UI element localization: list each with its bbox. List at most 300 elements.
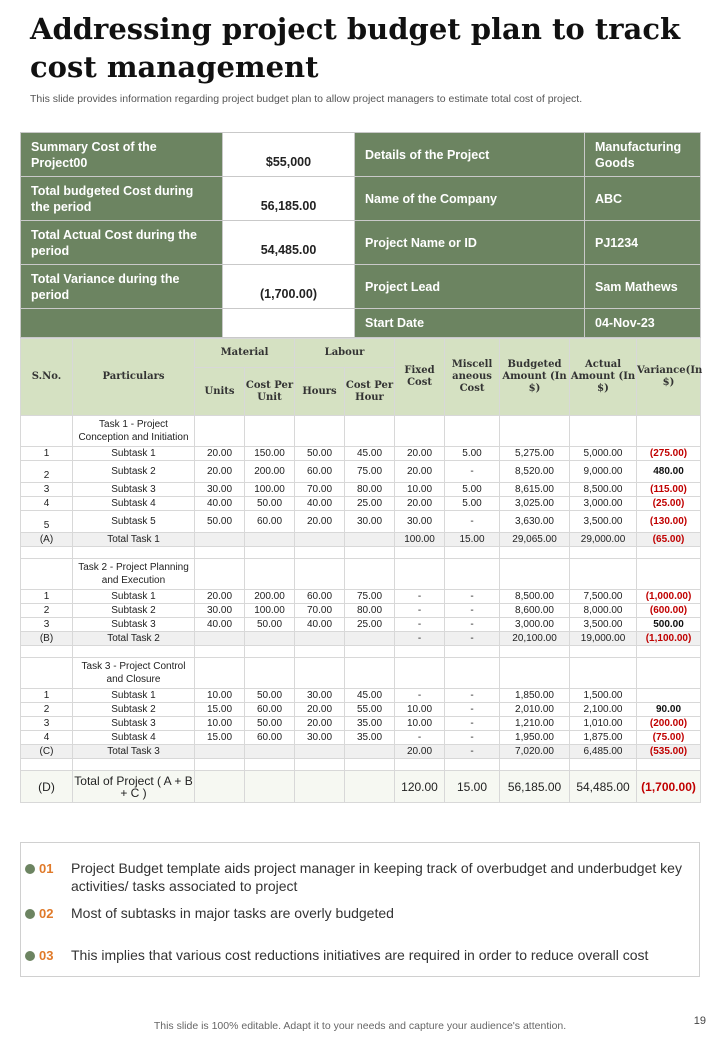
row-sno: 1 <box>21 590 73 604</box>
empty-cell <box>245 416 295 447</box>
total-label: Total Task 2 <box>73 632 195 646</box>
row-fixed-cost: - <box>395 590 445 604</box>
total-fixed-cost: 100.00 <box>395 533 445 547</box>
row-misc-cost: - <box>445 461 500 483</box>
empty-cell <box>570 559 637 590</box>
row-cost-per-hour: 80.00 <box>345 483 395 497</box>
row-units: 10.00 <box>195 717 245 731</box>
row-cost-per-unit: 50.00 <box>245 497 295 511</box>
empty-cell <box>21 416 73 447</box>
table-row <box>21 511 701 533</box>
row-cost-per-hour: 75.00 <box>345 590 395 604</box>
total-actual: 6,485.00 <box>570 745 637 759</box>
empty-cell <box>500 759 570 771</box>
empty-cell <box>445 658 500 689</box>
row-units: 10.00 <box>195 689 245 703</box>
col-header-cost-per-hour: Cost Per Hour <box>345 368 395 416</box>
empty-cell <box>345 559 395 590</box>
empty-cell <box>345 646 395 658</box>
empty-cell <box>195 745 245 759</box>
empty-cell <box>395 646 445 658</box>
row-fixed-cost: 20.00 <box>395 461 445 483</box>
empty-cell <box>500 416 570 447</box>
row-sno: 2 <box>21 461 73 483</box>
empty-cell <box>637 759 701 771</box>
total-misc-cost: 15.00 <box>445 533 500 547</box>
table-row <box>21 618 701 632</box>
col-header-variance: Variance(In $) <box>637 339 701 416</box>
page-subtitle: This slide provides information regarding project budget plan to allow project managers to estimate total cost of project. <box>30 93 583 105</box>
row-variance: 90.00 <box>637 703 701 717</box>
summary-block <box>20 132 700 338</box>
empty-cell <box>245 745 295 759</box>
row-hours: 20.00 <box>295 703 345 717</box>
empty-cell <box>570 759 637 771</box>
table-row <box>21 731 701 745</box>
row-fixed-cost: 10.00 <box>395 717 445 731</box>
empty-cell <box>570 547 637 559</box>
summary-value <box>223 309 355 338</box>
row-cost-per-hour: 55.00 <box>345 703 395 717</box>
total-sno: (C) <box>21 745 73 759</box>
row-cost-per-unit: 50.00 <box>245 618 295 632</box>
row-cost-per-hour: 80.00 <box>345 604 395 618</box>
total-budgeted: 7,020.00 <box>500 745 570 759</box>
row-cost-per-hour: 30.00 <box>345 511 395 533</box>
total-label: Total Task 3 <box>73 745 195 759</box>
bullet-dot-icon <box>25 909 35 919</box>
row-cost-per-hour: 75.00 <box>345 461 395 483</box>
row-cost-per-hour: 45.00 <box>345 689 395 703</box>
row-sno: 2 <box>21 604 73 618</box>
empty-cell <box>637 559 701 590</box>
row-particulars: Subtask 2 <box>73 703 195 717</box>
task-title-row <box>21 559 701 590</box>
note-number: 03 <box>39 948 54 963</box>
col-header-particulars: Particulars <box>73 339 195 416</box>
empty-cell <box>570 416 637 447</box>
row-variance: (1,000.00) <box>637 590 701 604</box>
detail-value: 04-Nov-23 <box>585 309 701 338</box>
spacer-row <box>21 759 701 771</box>
detail-label: Details of the Project <box>355 133 585 177</box>
row-variance: (200.00) <box>637 717 701 731</box>
note-text: This implies that various cost reductions initiatives are required in order to reduce overall cost <box>71 947 649 963</box>
row-budgeted: 8,500.00 <box>500 590 570 604</box>
empty-cell <box>245 759 295 771</box>
row-hours: 60.00 <box>295 461 345 483</box>
empty-cell <box>637 416 701 447</box>
row-hours: 70.00 <box>295 483 345 497</box>
row-misc-cost: - <box>445 689 500 703</box>
row-budgeted: 8,520.00 <box>500 461 570 483</box>
empty-cell <box>445 547 500 559</box>
row-actual: 7,500.00 <box>570 590 637 604</box>
row-budgeted: 3,025.00 <box>500 497 570 511</box>
detail-value: ABC <box>585 177 701 221</box>
row-fixed-cost: - <box>395 731 445 745</box>
empty-cell <box>21 547 73 559</box>
row-misc-cost: - <box>445 731 500 745</box>
empty-cell <box>195 771 245 803</box>
row-variance: 500.00 <box>637 618 701 632</box>
task-title: Task 3 - Project Control and Closure <box>73 658 195 689</box>
row-misc-cost: 5.00 <box>445 483 500 497</box>
task-total-row <box>21 533 701 547</box>
total-label: Total Task 1 <box>73 533 195 547</box>
empty-cell <box>445 759 500 771</box>
grand-variance: (1,700.00) <box>637 771 701 803</box>
summary-row <box>21 177 701 221</box>
row-units: 20.00 <box>195 461 245 483</box>
row-actual: 8,000.00 <box>570 604 637 618</box>
empty-cell <box>195 533 245 547</box>
row-particulars: Subtask 4 <box>73 731 195 745</box>
empty-cell <box>445 416 500 447</box>
row-hours: 30.00 <box>295 731 345 745</box>
total-actual: 19,000.00 <box>570 632 637 646</box>
empty-cell <box>395 759 445 771</box>
row-units: 40.00 <box>195 618 245 632</box>
empty-cell <box>295 559 345 590</box>
empty-cell <box>395 416 445 447</box>
summary-label: Total Variance during the period <box>21 265 223 309</box>
task-total-row <box>21 745 701 759</box>
row-budgeted: 1,950.00 <box>500 731 570 745</box>
empty-cell <box>245 646 295 658</box>
row-misc-cost: - <box>445 703 500 717</box>
note-number: 01 <box>39 861 54 876</box>
row-cost-per-unit: 50.00 <box>245 717 295 731</box>
row-budgeted: 2,010.00 <box>500 703 570 717</box>
row-misc-cost: - <box>445 618 500 632</box>
summary-label: Summary Cost of the Project00 <box>21 133 223 177</box>
total-fixed-cost: 20.00 <box>395 745 445 759</box>
row-cost-per-hour: 35.00 <box>345 717 395 731</box>
row-hours: 60.00 <box>295 590 345 604</box>
table-row <box>21 590 701 604</box>
row-fixed-cost: - <box>395 689 445 703</box>
empty-cell <box>73 759 195 771</box>
bullet-dot-icon <box>25 951 35 961</box>
row-particulars: Subtask 3 <box>73 717 195 731</box>
budget-table <box>20 338 703 803</box>
page-title: Addressing project budget plan to track cost management <box>30 12 681 84</box>
note-text: Project Budget template aids project manager in keeping track of overbudget and underbudget key activities/ tasks associated to project <box>71 860 682 894</box>
row-cost-per-unit: 150.00 <box>245 447 295 461</box>
empty-cell <box>195 646 245 658</box>
bullet-dot-icon <box>25 864 35 874</box>
grand-actual: 54,485.00 <box>570 771 637 803</box>
empty-cell <box>345 632 395 646</box>
empty-cell <box>637 646 701 658</box>
empty-cell <box>295 658 345 689</box>
row-hours: 50.00 <box>295 447 345 461</box>
row-fixed-cost: 20.00 <box>395 497 445 511</box>
row-fixed-cost: 30.00 <box>395 511 445 533</box>
empty-cell <box>21 646 73 658</box>
row-fixed-cost: 10.00 <box>395 483 445 497</box>
empty-cell <box>345 658 395 689</box>
empty-cell <box>295 416 345 447</box>
spacer-row <box>21 646 701 658</box>
row-sno: 2 <box>21 703 73 717</box>
row-fixed-cost: - <box>395 604 445 618</box>
row-particulars: Subtask 1 <box>73 689 195 703</box>
total-fixed-cost: - <box>395 632 445 646</box>
row-variance: (75.00) <box>637 731 701 745</box>
grand-sno: (D) <box>21 771 73 803</box>
empty-cell <box>637 547 701 559</box>
summary-row <box>21 309 701 338</box>
row-variance: (275.00) <box>637 447 701 461</box>
detail-label: Project Name or ID <box>355 221 585 265</box>
row-cost-per-unit: 50.00 <box>245 689 295 703</box>
row-hours: 20.00 <box>295 717 345 731</box>
empty-cell <box>245 533 295 547</box>
col-header-cost-per-unit: Cost Per Unit <box>245 368 295 416</box>
row-budgeted: 1,850.00 <box>500 689 570 703</box>
table-row <box>21 447 701 461</box>
empty-cell <box>21 559 73 590</box>
col-header-hours: Hours <box>295 368 345 416</box>
empty-cell <box>245 547 295 559</box>
row-particulars: Subtask 2 <box>73 604 195 618</box>
detail-label: Name of the Company <box>355 177 585 221</box>
empty-cell <box>345 771 395 803</box>
row-hours: 40.00 <box>295 497 345 511</box>
row-fixed-cost: 20.00 <box>395 447 445 461</box>
empty-cell <box>395 559 445 590</box>
empty-cell <box>245 771 295 803</box>
row-variance: (115.00) <box>637 483 701 497</box>
row-units: 30.00 <box>195 604 245 618</box>
row-sno: 1 <box>21 447 73 461</box>
row-budgeted: 3,630.00 <box>500 511 570 533</box>
row-fixed-cost: 10.00 <box>395 703 445 717</box>
empty-cell <box>570 646 637 658</box>
row-actual: 8,500.00 <box>570 483 637 497</box>
empty-cell <box>295 632 345 646</box>
col-header-sno: S.No. <box>21 339 73 416</box>
col-header-actual: Actual Amount (In $) <box>570 339 637 416</box>
row-units: 20.00 <box>195 590 245 604</box>
table-row <box>21 717 701 731</box>
detail-value: Manufacturing Goods <box>585 133 701 177</box>
row-particulars: Subtask 4 <box>73 497 195 511</box>
row-cost-per-unit: 60.00 <box>245 703 295 717</box>
empty-cell <box>195 759 245 771</box>
row-sno: 1 <box>21 689 73 703</box>
empty-cell <box>245 658 295 689</box>
row-cost-per-unit: 200.00 <box>245 461 295 483</box>
empty-cell <box>195 559 245 590</box>
summary-value: 56,185.00 <box>223 177 355 221</box>
row-hours: 40.00 <box>295 618 345 632</box>
row-actual: 1,500.00 <box>570 689 637 703</box>
row-cost-per-hour: 35.00 <box>345 731 395 745</box>
row-hours: 20.00 <box>295 511 345 533</box>
empty-cell <box>395 547 445 559</box>
summary-row <box>21 133 701 177</box>
summary-row <box>21 265 701 309</box>
grand-budgeted: 56,185.00 <box>500 771 570 803</box>
footer-text: This slide is 100% editable. Adapt it to your needs and capture your audience's attention. <box>153 1020 567 1032</box>
row-actual: 9,000.00 <box>570 461 637 483</box>
row-variance: (600.00) <box>637 604 701 618</box>
summary-value: (1,700.00) <box>223 265 355 309</box>
row-misc-cost: - <box>445 717 500 731</box>
empty-cell <box>345 759 395 771</box>
row-budgeted: 8,600.00 <box>500 604 570 618</box>
empty-cell <box>345 745 395 759</box>
row-variance: (130.00) <box>637 511 701 533</box>
row-budgeted: 3,000.00 <box>500 618 570 632</box>
task-total-row <box>21 632 701 646</box>
row-particulars: Subtask 3 <box>73 483 195 497</box>
empty-cell <box>345 416 395 447</box>
empty-cell <box>245 632 295 646</box>
total-sno: (B) <box>21 632 73 646</box>
row-units: 15.00 <box>195 731 245 745</box>
detail-value: Sam Mathews <box>585 265 701 309</box>
col-header-fixed-cost: Fixed Cost <box>395 339 445 416</box>
empty-cell <box>345 547 395 559</box>
note-text: Most of subtasks in major tasks are overly budgeted <box>71 905 394 921</box>
row-units: 50.00 <box>195 511 245 533</box>
row-misc-cost: - <box>445 604 500 618</box>
row-units: 30.00 <box>195 483 245 497</box>
row-cost-per-unit: 100.00 <box>245 483 295 497</box>
row-particulars: Subtask 1 <box>73 590 195 604</box>
summary-label <box>21 309 223 338</box>
row-budgeted: 5,275.00 <box>500 447 570 461</box>
row-sno: 5 <box>21 511 73 533</box>
table-row <box>21 497 701 511</box>
empty-cell <box>195 547 245 559</box>
table-row <box>21 703 701 717</box>
grand-misc-cost: 15.00 <box>445 771 500 803</box>
summary-value: $55,000 <box>223 133 355 177</box>
empty-cell <box>245 559 295 590</box>
row-misc-cost: 5.00 <box>445 447 500 461</box>
row-actual: 3,500.00 <box>570 511 637 533</box>
summary-label: Total budgeted Cost during the period <box>21 177 223 221</box>
row-cost-per-hour: 45.00 <box>345 447 395 461</box>
row-particulars: Subtask 2 <box>73 461 195 483</box>
total-sno: (A) <box>21 533 73 547</box>
task-title: Task 1 - Project Conception and Initiation <box>73 416 195 447</box>
row-sno: 4 <box>21 497 73 511</box>
table-row <box>21 689 701 703</box>
empty-cell <box>73 646 195 658</box>
summary-value: 54,485.00 <box>223 221 355 265</box>
row-sno: 3 <box>21 618 73 632</box>
empty-cell <box>73 547 195 559</box>
row-misc-cost: 5.00 <box>445 497 500 511</box>
row-budgeted: 8,615.00 <box>500 483 570 497</box>
empty-cell <box>195 658 245 689</box>
empty-cell <box>21 658 73 689</box>
detail-value: PJ1234 <box>585 221 701 265</box>
row-cost-per-hour: 25.00 <box>345 618 395 632</box>
row-actual: 2,100.00 <box>570 703 637 717</box>
total-misc-cost: - <box>445 745 500 759</box>
row-hours: 70.00 <box>295 604 345 618</box>
empty-cell <box>500 547 570 559</box>
spacer-row <box>21 547 701 559</box>
row-actual: 5,000.00 <box>570 447 637 461</box>
col-header-units: Units <box>195 368 245 416</box>
notes-box <box>20 842 700 977</box>
total-budgeted: 20,100.00 <box>500 632 570 646</box>
detail-label: Project Lead <box>355 265 585 309</box>
row-particulars: Subtask 1 <box>73 447 195 461</box>
row-misc-cost: - <box>445 590 500 604</box>
row-variance <box>637 689 701 703</box>
detail-label: Start Date <box>355 309 585 338</box>
empty-cell <box>295 745 345 759</box>
row-cost-per-hour: 25.00 <box>345 497 395 511</box>
total-actual: 29,000.00 <box>570 533 637 547</box>
empty-cell <box>500 646 570 658</box>
empty-cell <box>21 759 73 771</box>
empty-cell <box>500 658 570 689</box>
row-cost-per-unit: 60.00 <box>245 731 295 745</box>
total-variance: (65.00) <box>637 533 701 547</box>
col-header-material: Material <box>195 339 295 368</box>
table-row <box>21 461 701 483</box>
row-hours: 30.00 <box>295 689 345 703</box>
empty-cell <box>195 632 245 646</box>
grand-total-row <box>21 771 701 803</box>
row-cost-per-unit: 100.00 <box>245 604 295 618</box>
grand-label: Total of Project ( A + B + C ) <box>73 771 195 803</box>
task-title: Task 2 - Project Planning and Execution <box>73 559 195 590</box>
row-actual: 3,000.00 <box>570 497 637 511</box>
empty-cell <box>195 416 245 447</box>
grand-fixed-cost: 120.00 <box>395 771 445 803</box>
empty-cell <box>295 759 345 771</box>
table-row <box>21 604 701 618</box>
row-sno: 3 <box>21 717 73 731</box>
row-misc-cost: - <box>445 511 500 533</box>
note-number: 02 <box>39 906 54 921</box>
row-cost-per-unit: 60.00 <box>245 511 295 533</box>
col-header-budgeted: Budgeted Amount (In $) <box>500 339 570 416</box>
summary-row <box>21 221 701 265</box>
col-header-misc-cost: Miscell aneous Cost <box>445 339 500 416</box>
empty-cell <box>295 771 345 803</box>
total-variance: (1,100.00) <box>637 632 701 646</box>
row-variance: 480.00 <box>637 461 701 483</box>
summary-label: Total Actual Cost during the period <box>21 221 223 265</box>
page-number: 19 <box>693 1015 706 1027</box>
task-title-row <box>21 658 701 689</box>
total-misc-cost: - <box>445 632 500 646</box>
row-cost-per-unit: 200.00 <box>245 590 295 604</box>
empty-cell <box>445 559 500 590</box>
col-header-labour: Labour <box>295 339 395 368</box>
row-actual: 1,010.00 <box>570 717 637 731</box>
table-row <box>21 483 701 497</box>
total-variance: (535.00) <box>637 745 701 759</box>
row-particulars: Subtask 5 <box>73 511 195 533</box>
row-sno: 3 <box>21 483 73 497</box>
empty-cell <box>637 658 701 689</box>
row-units: 20.00 <box>195 447 245 461</box>
row-budgeted: 1,210.00 <box>500 717 570 731</box>
